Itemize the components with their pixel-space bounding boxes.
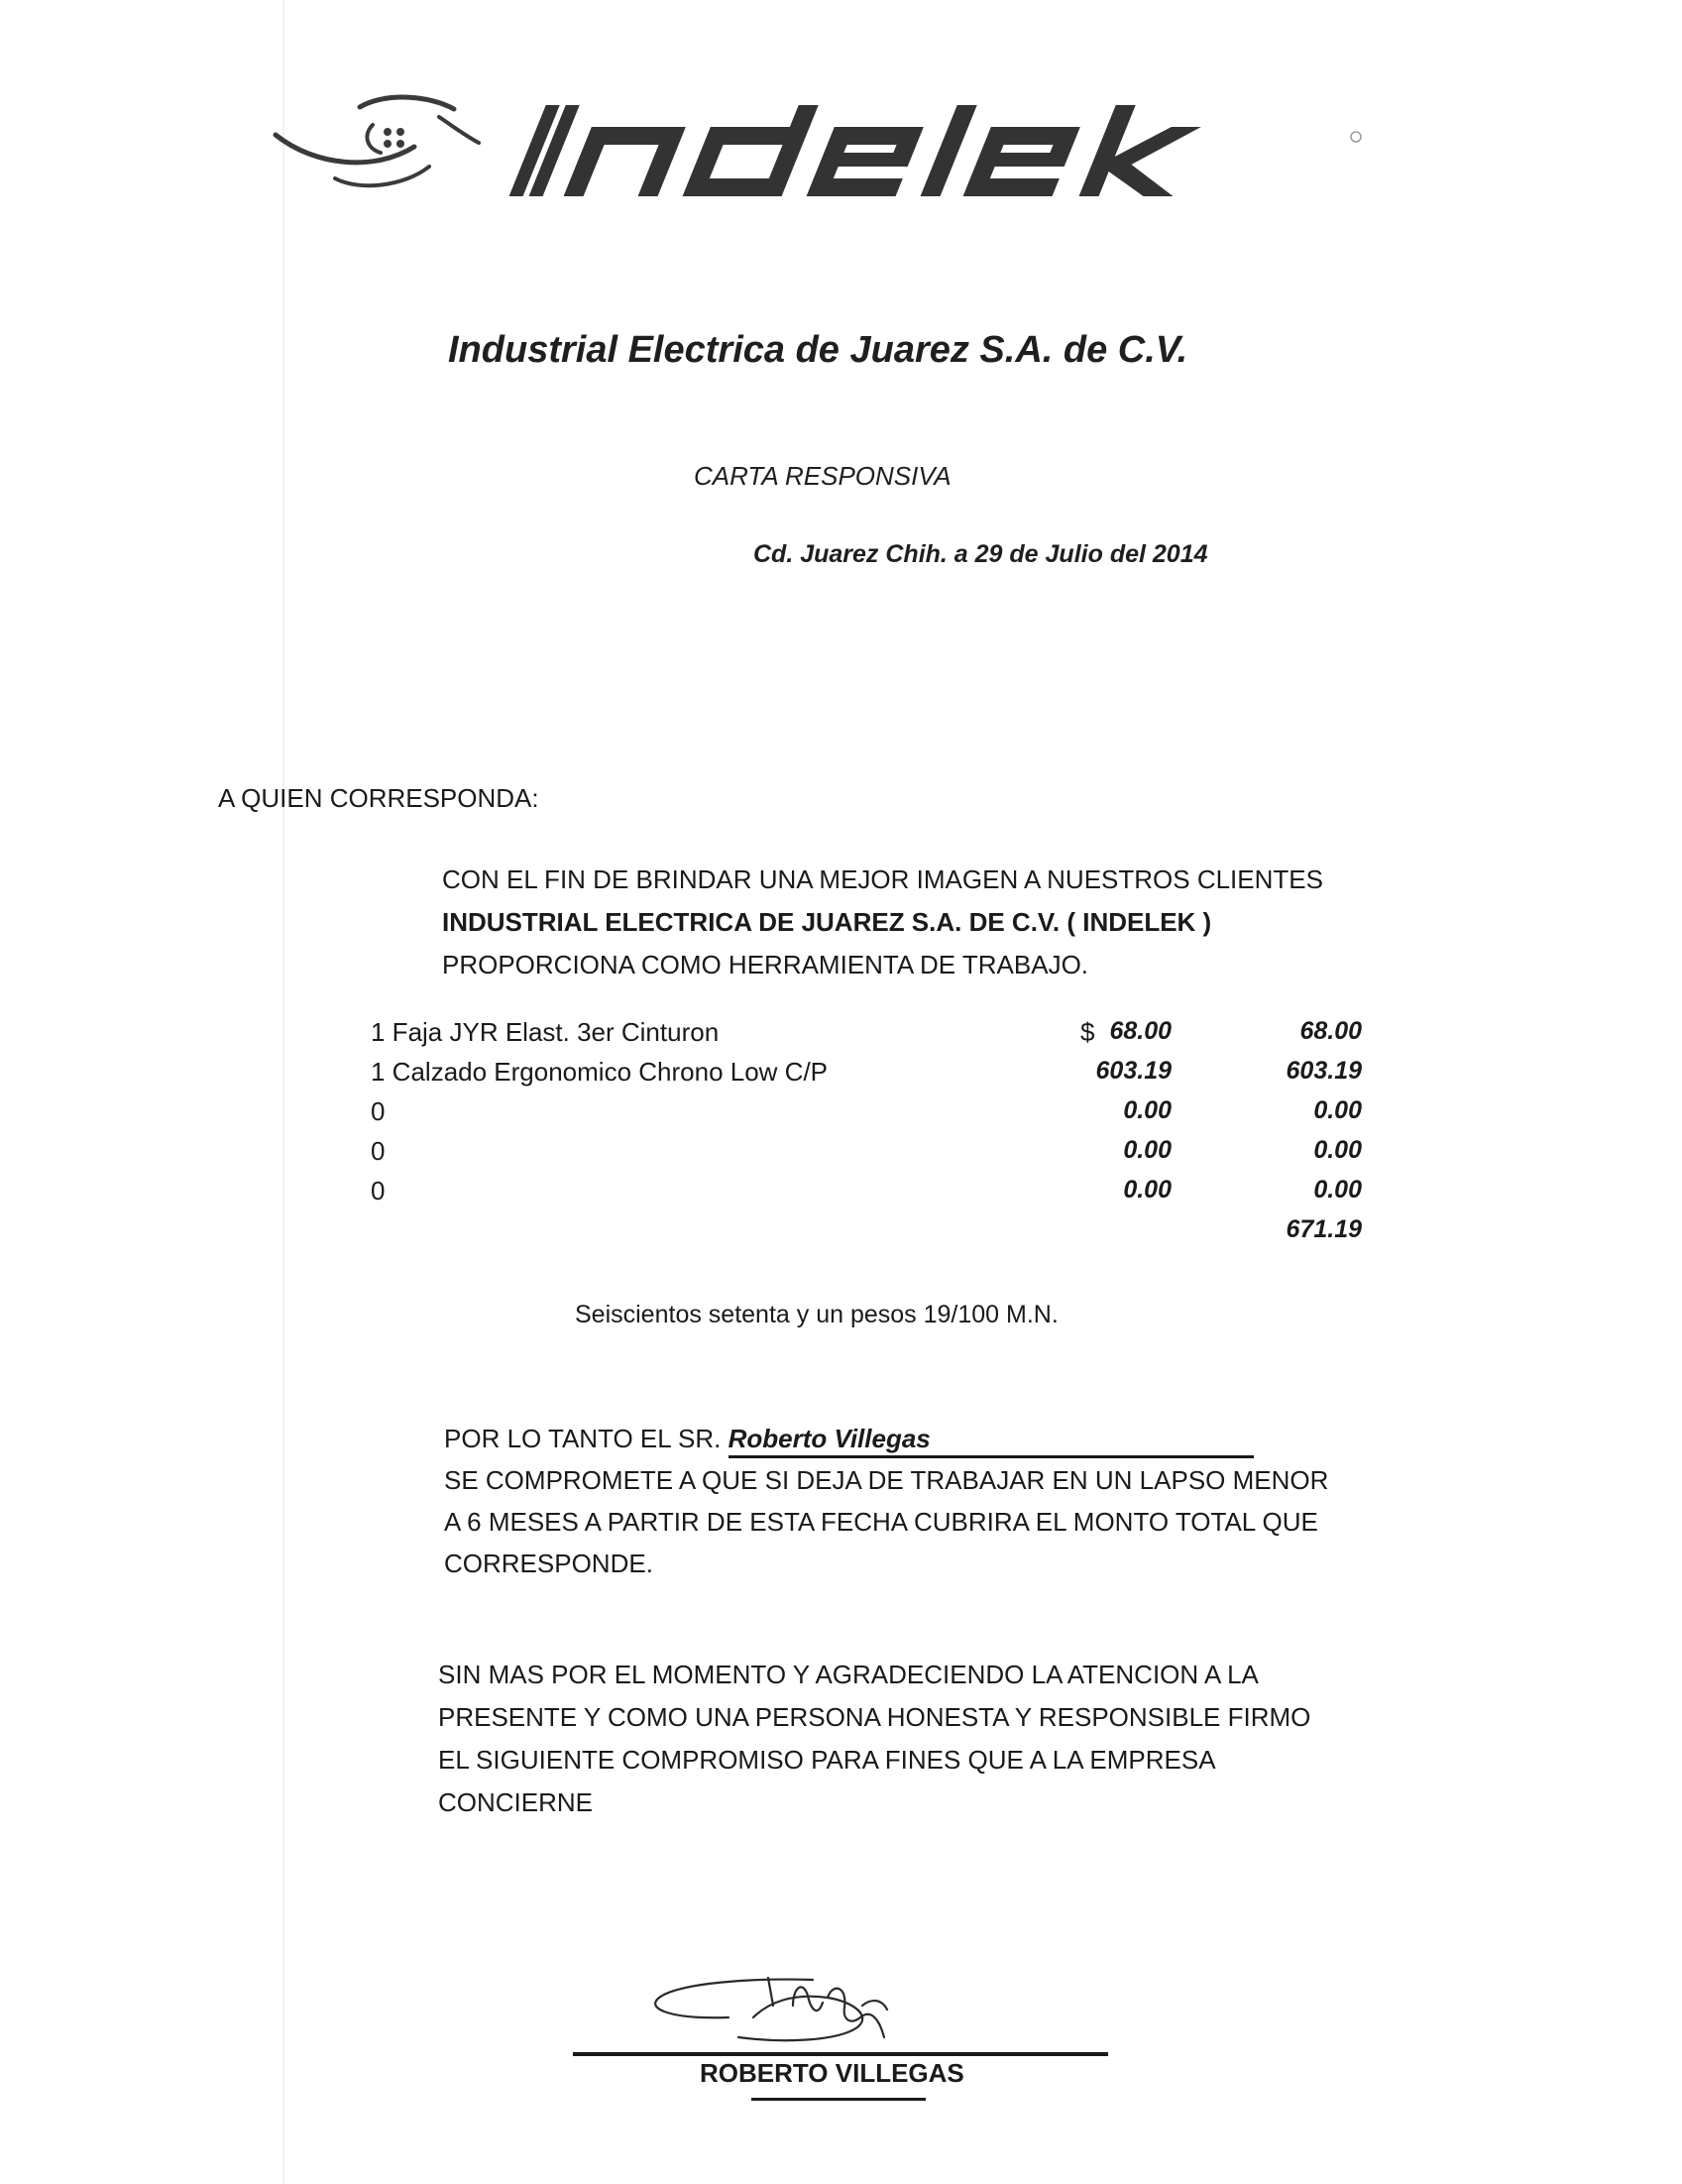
date-line: Cd. Juarez Chih. a 29 de Julio del 2014 — [753, 540, 1208, 568]
item-amount: 68.00 — [1299, 1017, 1362, 1045]
indelek-logo — [266, 87, 1386, 216]
closing-line: SIN MAS POR EL MOMENTO Y AGRADECIENDO LA ATENCION A LA — [438, 1660, 1259, 1689]
commitment-line: SE COMPROMETE A QUE SI DEJA DE TRABAJAR EN UN LAPSO MENOR — [444, 1465, 1329, 1495]
intro-line: CON EL FIN DE BRINDAR UNA MEJOR IMAGEN A NUESTROS CLIENTES — [442, 864, 1323, 894]
item-amount: 0.00 — [1313, 1136, 1362, 1164]
table-row — [371, 1096, 1461, 1136]
item-amount: 603.19 — [1286, 1057, 1362, 1085]
salutation: A QUIEN CORRESPONDA: — [218, 783, 539, 813]
intro-company-line: INDUSTRIAL ELECTRICA DE JUAREZ S.A. DE C.V. ( INDELEK ) — [442, 907, 1212, 937]
table-row — [371, 1176, 1461, 1215]
amount-in-words: Seiscientos setenta y un pesos 19/100 M.N. — [575, 1301, 1059, 1328]
intro-line: PROPORCIONA COMO HERRAMIENTA DE TRABAJO. — [442, 950, 1089, 979]
signer-underline — [751, 2098, 926, 2101]
handwritten-signature — [634, 1958, 961, 2047]
item-unit-price: 0.00 — [1123, 1136, 1172, 1164]
item-unit-price: 603.19 — [1095, 1057, 1172, 1085]
employee-name: Roberto Villegas — [729, 1422, 1254, 1458]
signature-line — [573, 2052, 1108, 2056]
item-amount: 0.00 — [1313, 1176, 1362, 1204]
company-name: Industrial Electrica de Juarez S.A. de C.V. — [448, 329, 1188, 371]
item-description: 1 Faja JYR Elast. 3er Cinturon — [371, 1017, 720, 1047]
document-title: CARTA RESPONSIVA — [694, 461, 952, 491]
total-row — [371, 1215, 1461, 1255]
item-description: 0 — [371, 1096, 386, 1126]
table-row — [371, 1136, 1461, 1176]
table-row — [371, 1057, 1461, 1096]
closing-line: EL SIGUIENTE COMPROMISO PARA FINES QUE A LA EMPRESA — [438, 1745, 1216, 1775]
item-description: 0 — [371, 1136, 386, 1166]
commitment-first-line — [444, 1418, 1328, 1459]
item-amount: 0.00 — [1313, 1096, 1362, 1124]
closing-line: CONCIERNE — [438, 1787, 594, 1817]
scan-edge-line — [282, 0, 284, 2184]
item-unit-price: 0.00 — [1123, 1096, 1172, 1124]
item-unit-price: 0.00 — [1123, 1176, 1172, 1204]
commitment-paragraph — [444, 1418, 1328, 1584]
item-description: 0 — [371, 1176, 386, 1206]
intro-paragraph — [442, 859, 1323, 986]
total-amount: 671.19 — [1286, 1215, 1362, 1243]
closing-paragraph — [438, 1654, 1310, 1824]
item-unit-price: 68.00 — [1109, 1017, 1172, 1045]
table-row — [371, 1017, 1461, 1057]
commitment-prefix: POR LO TANTO EL SR. — [444, 1424, 722, 1453]
commitment-line: A 6 MESES A PARTIR DE ESTA FECHA CUBRIRA EL MONTO TOTAL QUE — [444, 1507, 1318, 1537]
signer-name: ROBERTO VILLEGAS — [700, 2058, 964, 2088]
item-description: 1 Calzado Ergonomico Chrono Low C/P — [371, 1057, 829, 1087]
currency-symbol: $ — [1080, 1017, 1095, 1047]
commitment-line: CORRESPONDE. — [444, 1549, 653, 1578]
closing-line: PRESENTE Y COMO UNA PERSONA HONESTA Y RESPONSIBLE FIRMO — [438, 1702, 1311, 1732]
